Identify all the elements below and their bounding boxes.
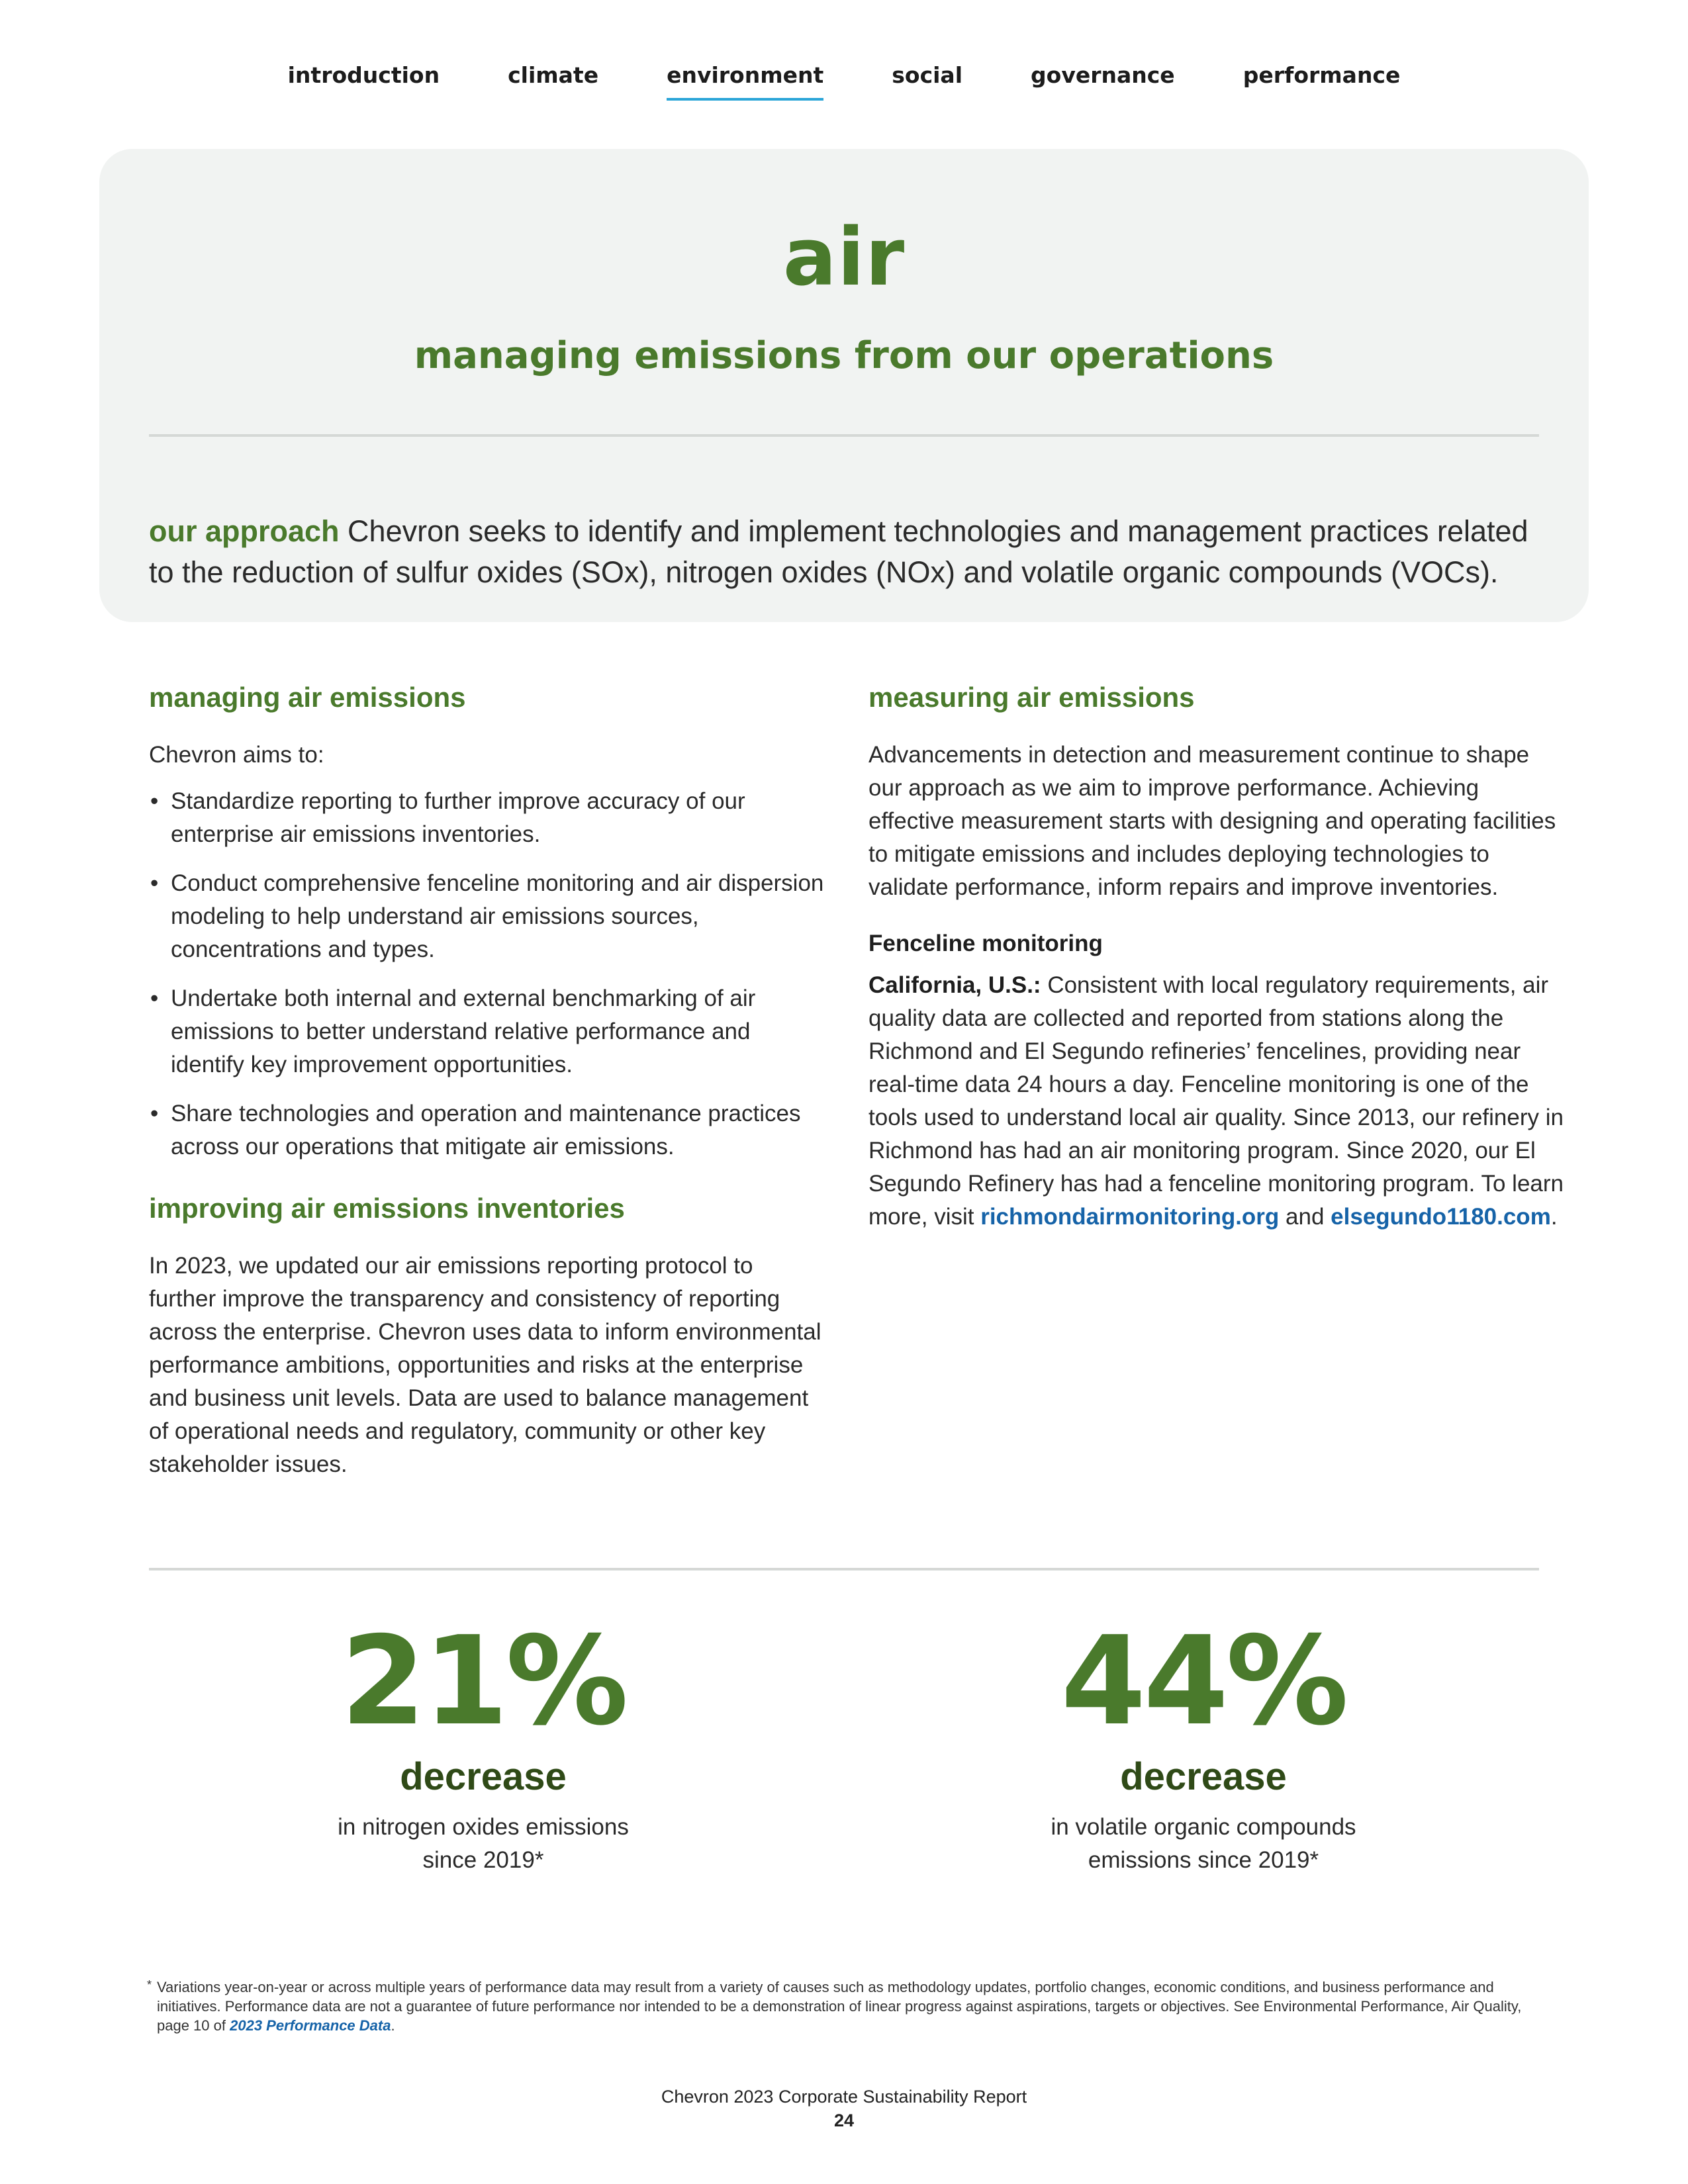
sentence-end: . [1550,1204,1558,1230]
nav-introduction[interactable]: introduction [287,62,440,88]
heading-fenceline-monitoring: Fenceline monitoring [868,931,1103,956]
approach-statement [149,511,1546,593]
richmond-monitoring-link[interactable]: richmondairmonitoring.org [980,1204,1280,1230]
aims-list [149,785,824,1163]
page-footer [0,2085,1688,2132]
stat-label: decrease [400,1755,567,1798]
performance-data-link[interactable]: 2023 Performance Data [230,2017,391,2034]
top-navigation [0,54,1688,101]
fenceline-text: Consistent with local regulatory requirements, air quality data are collected and reported from stations along the Richmond and El Segundo refineries’ fencelines, providing near real-time data 24 hours a day. Fenceline monitoring is one of the tools used to understand local air quality. Since 2013, our refinery in Richmond has had an air monitoring program. Since 2020, our El Segundo Refinery has had a fenceline monitoring program. To learn more, visit [868,972,1564,1230]
stat-nox [218,1610,748,1877]
inventories-paragraph: In 2023, we updated our air emissions reporting protocol to further improve the transparency and consistency of reporting across the enterprise. Chevron uses data to inform environmental performance ambitions, opportunities and risks at the enterprise and business unit levels. Data are used to balance management of operational needs and regulatory, community or other key stakeholder issues. [149,1253,821,1477]
hero-divider [149,434,1539,437]
aims-intro: Chevron aims to: [149,742,324,768]
stat-description: in nitrogen oxides emissions since 2019* [338,1814,629,1873]
stat-value: 44% [1060,1610,1346,1752]
right-column [868,682,1564,1234]
approach-text: Chevron seeks to identify and implement technologies and management practices related to the reduction of sulfur oxides (SOx), nitrogen oxides (NOx) and volatile organic compounds (VOCs). [149,514,1528,589]
approach-lead: our approach [149,514,340,548]
nav-governance[interactable]: governance [1031,62,1175,88]
list-item: • Share technologies and operation and maintenance practices across our operations that mitigate air emissions. [149,1097,824,1163]
list-item: • Undertake both internal and external benchmarking of air emissions to better understand relative performance and identify key improvement opportunities. [149,982,824,1081]
heading-managing-air-emissions: managing air emissions [149,682,466,713]
left-column [149,682,824,1481]
elsegundo-link[interactable]: elsegundo1180.com [1331,1204,1551,1230]
stat-label: decrease [1120,1755,1287,1798]
page-title: air [782,212,906,304]
heading-measuring-air-emissions: measuring air emissions [868,682,1195,713]
list-item: • Standardize reporting to further improve accuracy of our enterprise air emissions inventories. [149,785,824,851]
stat-description: in volatile organic compounds emissions since 2019* [1051,1814,1356,1873]
footnote-text: Variations year-on-year or across multiple years of performance data may result from a variety of causes such as methodology updates, portfolio changes, economic conditions, and business performance and initiatives. Performance data are not a guarantee of future performance nor intended to be a demonstration of linear progress against aspirations, targets or objectives. See Environmental Performance, Air Quality, page 10 of [157,1979,1522,2034]
conjunction-text: and [1279,1204,1331,1230]
location-label: California, U.S.: [868,972,1041,998]
measuring-paragraph: Advancements in detection and measurement continue to shape our approach as we aim to improve performance. Achieving effective measurement starts with designing and operating facilities to mitigate emissions and includes deploying technologies to validate performance, inform repairs and improve inventories. [868,742,1556,900]
page-subtitle: managing emissions from our operations [414,334,1274,377]
section-divider [149,1568,1539,1570]
nav-social[interactable]: social [892,62,963,88]
footnote-marker: * [147,1978,152,1991]
nav-climate[interactable]: climate [508,62,599,88]
heading-improving-inventories: improving air emissions inventories [149,1193,625,1224]
page-number: 24 [833,2111,855,2130]
nav-environment[interactable]: environment [667,54,823,101]
footnote-end: . [391,2017,395,2034]
footnote [149,1978,1546,2035]
list-item: • Conduct comprehensive fenceline monitoring and air dispersion modeling to help understand air emissions sources, concentrations and types. [149,867,824,966]
stat-voc [939,1610,1468,1877]
report-title: Chevron 2023 Corporate Sustainability Report [661,2087,1027,2107]
footnote-text-block [157,1978,1546,2035]
stat-value: 21% [340,1610,626,1752]
nav-performance[interactable]: performance [1243,62,1401,88]
fenceline-paragraph [868,969,1564,1234]
